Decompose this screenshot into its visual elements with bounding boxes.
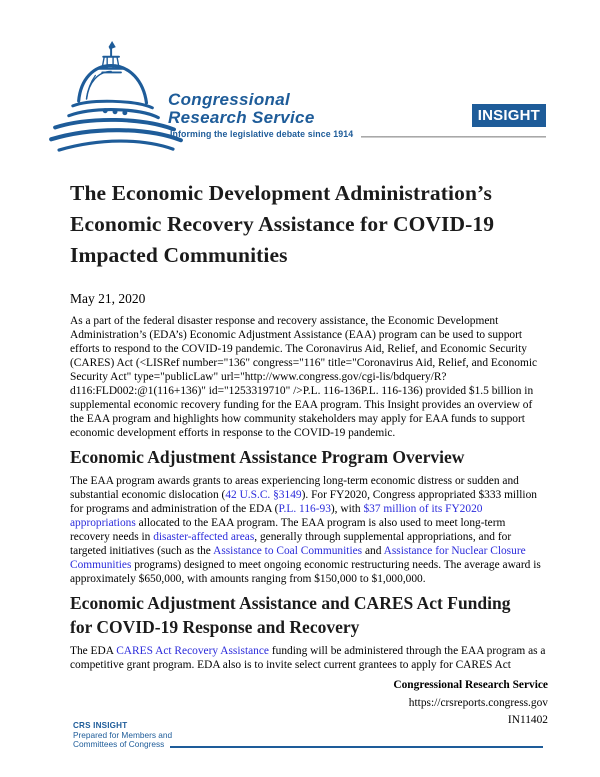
section-heading-overview: Economic Adjustment Assistance Program Overview <box>70 447 465 467</box>
document-title: The Economic Development Administration’s Economic Recovery Assistance for COVID-19 Impacted Communities <box>70 181 495 267</box>
inline-link[interactable]: CARES Act Recovery Assistance <box>116 645 269 657</box>
inline-link[interactable]: disaster-affected areas <box>153 531 255 543</box>
footer-publisher: Congressional Research Service <box>393 679 548 691</box>
footer-committees-row <box>73 740 543 750</box>
overview-paragraph: The EAA program awards grants to areas experiencing long-term economic distress or sudden and substantial economic dislocation (42 U.S.C. §3149). For FY2020, Congress appropriated $333 million for programs and administration of the EDA (P.L. 116-93), with $37 million of its FY2020 appropriations allocated to the EAA program. The EAA program is also used to meet long-term recovery needs in disaster-affected areas, generally through supplemental appropriations, and for targeted initiatives (such as the Assistance to Coal Communities and Assistance for Nuclear Closure Communities programs) designed to meet ongoing economic restructuring needs. The average award is approximately $650,000, with amounts ranging from $150,000 to $1,000,000. <box>70 475 541 585</box>
inline-link[interactable]: $37 million of its FY2020 appropriations <box>70 503 483 529</box>
section-heading-cares: Economic Adjustment Assistance and CARES Act Funding for COVID-19 Response and Recovery <box>70 593 511 637</box>
insight-badge: INSIGHT <box>472 104 546 127</box>
document-date: May 21, 2020 <box>70 291 146 306</box>
inline-link[interactable]: 42 U.S.C. §3149 <box>225 489 302 501</box>
logo-tagline: Informing the legislative debate since 1914 <box>170 129 354 139</box>
inline-link[interactable]: Assistance to Coal Communities <box>213 545 363 557</box>
inline-link[interactable]: P.L. 116-93 <box>278 503 331 515</box>
header-divider <box>361 136 546 138</box>
capitol-dome-icon <box>48 40 186 154</box>
intro-paragraph: As a part of the federal disaster response and recovery assistance, the Economic Development Administration’s (EDA’s) Economic Adjustment Assistance (EAA) program can be used to support efforts to respond to the COVID-19 pandemic. The Coronavirus Aid, Relief, and Economic Security (CARES) Act (<LISRef number="136" congress="116" title="Coronavirus Aid, Relief, and Economic Security Act" type="publicLaw" url="http://www.congress.gov/cgi-lis/bdquery/R?d116:FLD002:@1(116+136)" id="1253319710" />P.L. 116-136P.L. 116-136) provided $1.5 billion in supplemental economic recovery funding for the EAA program. This Insight provides an overview of the EAA program and highlights how community stakeholders may apply for EAA funds to support economic development efforts in response to the COVID-19 pandemic. <box>70 315 538 439</box>
footer-prepared-line: Prepared for Members and <box>73 729 173 740</box>
logo-line-2: Research Service <box>168 108 315 127</box>
bottom-footer <box>73 721 543 750</box>
footer-brand: CRS INSIGHT <box>73 721 128 730</box>
footer-report-number: IN11402 <box>507 714 548 726</box>
document-body <box>70 178 548 730</box>
crs-logotype <box>168 91 315 127</box>
footer-committees-line: Committees of Congress <box>73 739 165 750</box>
logo-line-1: Congressional <box>168 90 290 109</box>
cares-paragraph: The EDA CARES Act Recovery Assistance funding will be administered through the EAA program as a competitive grant program. EDA also is to invite select current grantees to apply for CARES Act <box>70 645 546 671</box>
footer-url[interactable]: https://crsreports.congress.gov <box>408 696 548 709</box>
inline-link[interactable]: Assistance for Nuclear Closure Communities <box>70 545 526 571</box>
header-tagline-row <box>170 129 546 139</box>
footer-divider <box>170 746 543 748</box>
